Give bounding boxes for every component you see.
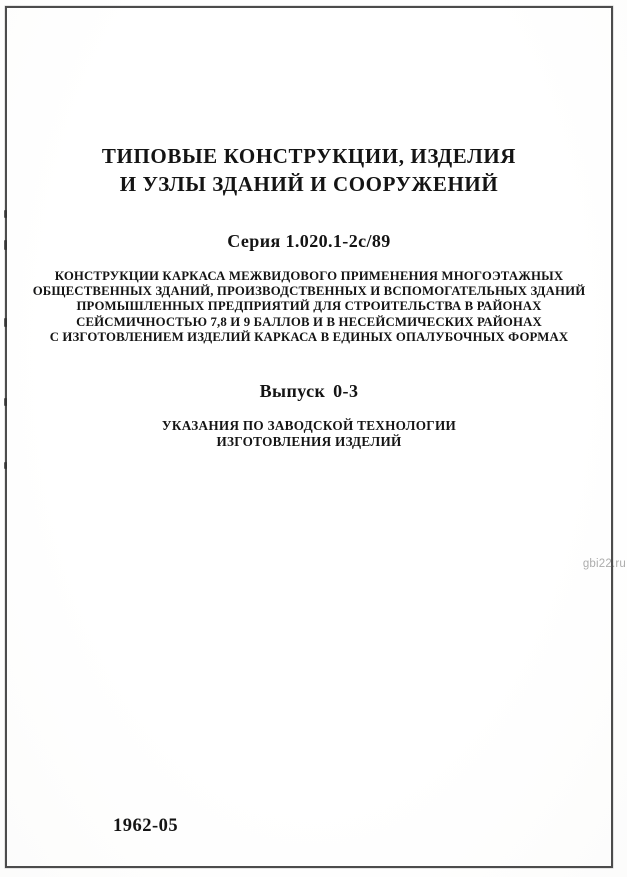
watermark: gbi22.ru bbox=[582, 558, 626, 570]
document-description bbox=[5, 269, 613, 345]
subtitle-line2: ИЗГОТОВЛЕНИЯ ИЗДЕЛИЙ bbox=[216, 433, 402, 449]
issue-label: Выпуск 0-3 bbox=[259, 381, 359, 401]
document-title bbox=[5, 142, 613, 198]
document-code: 1962-05 bbox=[113, 816, 179, 836]
description-line: С ИЗГОТОВЛЕНИЕМ ИЗДЕЛИЙ КАРКАСА В ЕДИНЫХ ОПАЛУБОЧНЫХ ФОРМАХ bbox=[49, 329, 569, 344]
scan-noise-speck bbox=[4, 462, 7, 469]
scan-noise-speck bbox=[4, 210, 7, 218]
document-title-line2: И УЗЛЫ ЗДАНИЙ И СООРУЖЕНИЙ bbox=[119, 172, 499, 196]
document-subtitle bbox=[5, 418, 613, 449]
document-title-line1: ТИПОВЫЕ КОНСТРУКЦИИ, ИЗДЕЛИЯ bbox=[101, 144, 517, 168]
subtitle-line1: УКАЗАНИЯ ПО ЗАВОДСКОЙ ТЕХНОЛОГИИ bbox=[161, 418, 457, 433]
description-line: ПРОМЫШЛЕННЫХ ПРЕДПРИЯТИЙ ДЛЯ СТРОИТЕЛЬСТВА В РАЙОНАХ bbox=[76, 299, 542, 314]
series-label: Серия 1.020.1-2с/89 bbox=[227, 231, 391, 251]
description-line: ОБЩЕСТВЕННЫХ ЗДАНИЙ, ПРОИЗВОДСТВЕННЫХ И ВСПОМОГАТЕЛЬНЫХ ЗДАНИЙ bbox=[32, 284, 586, 299]
description-line: СЕЙСМИЧНОСТЬЮ 7,8 И 9 БАЛЛОВ И В НЕСЕЙСМИЧЕСКИХ РАЙОНАХ bbox=[76, 314, 542, 329]
description-line: КОНСТРУКЦИИ КАРКАСА МЕЖВИДОВОГО ПРИМЕНЕНИЯ МНОГОЭТАЖНЫХ bbox=[54, 269, 564, 283]
